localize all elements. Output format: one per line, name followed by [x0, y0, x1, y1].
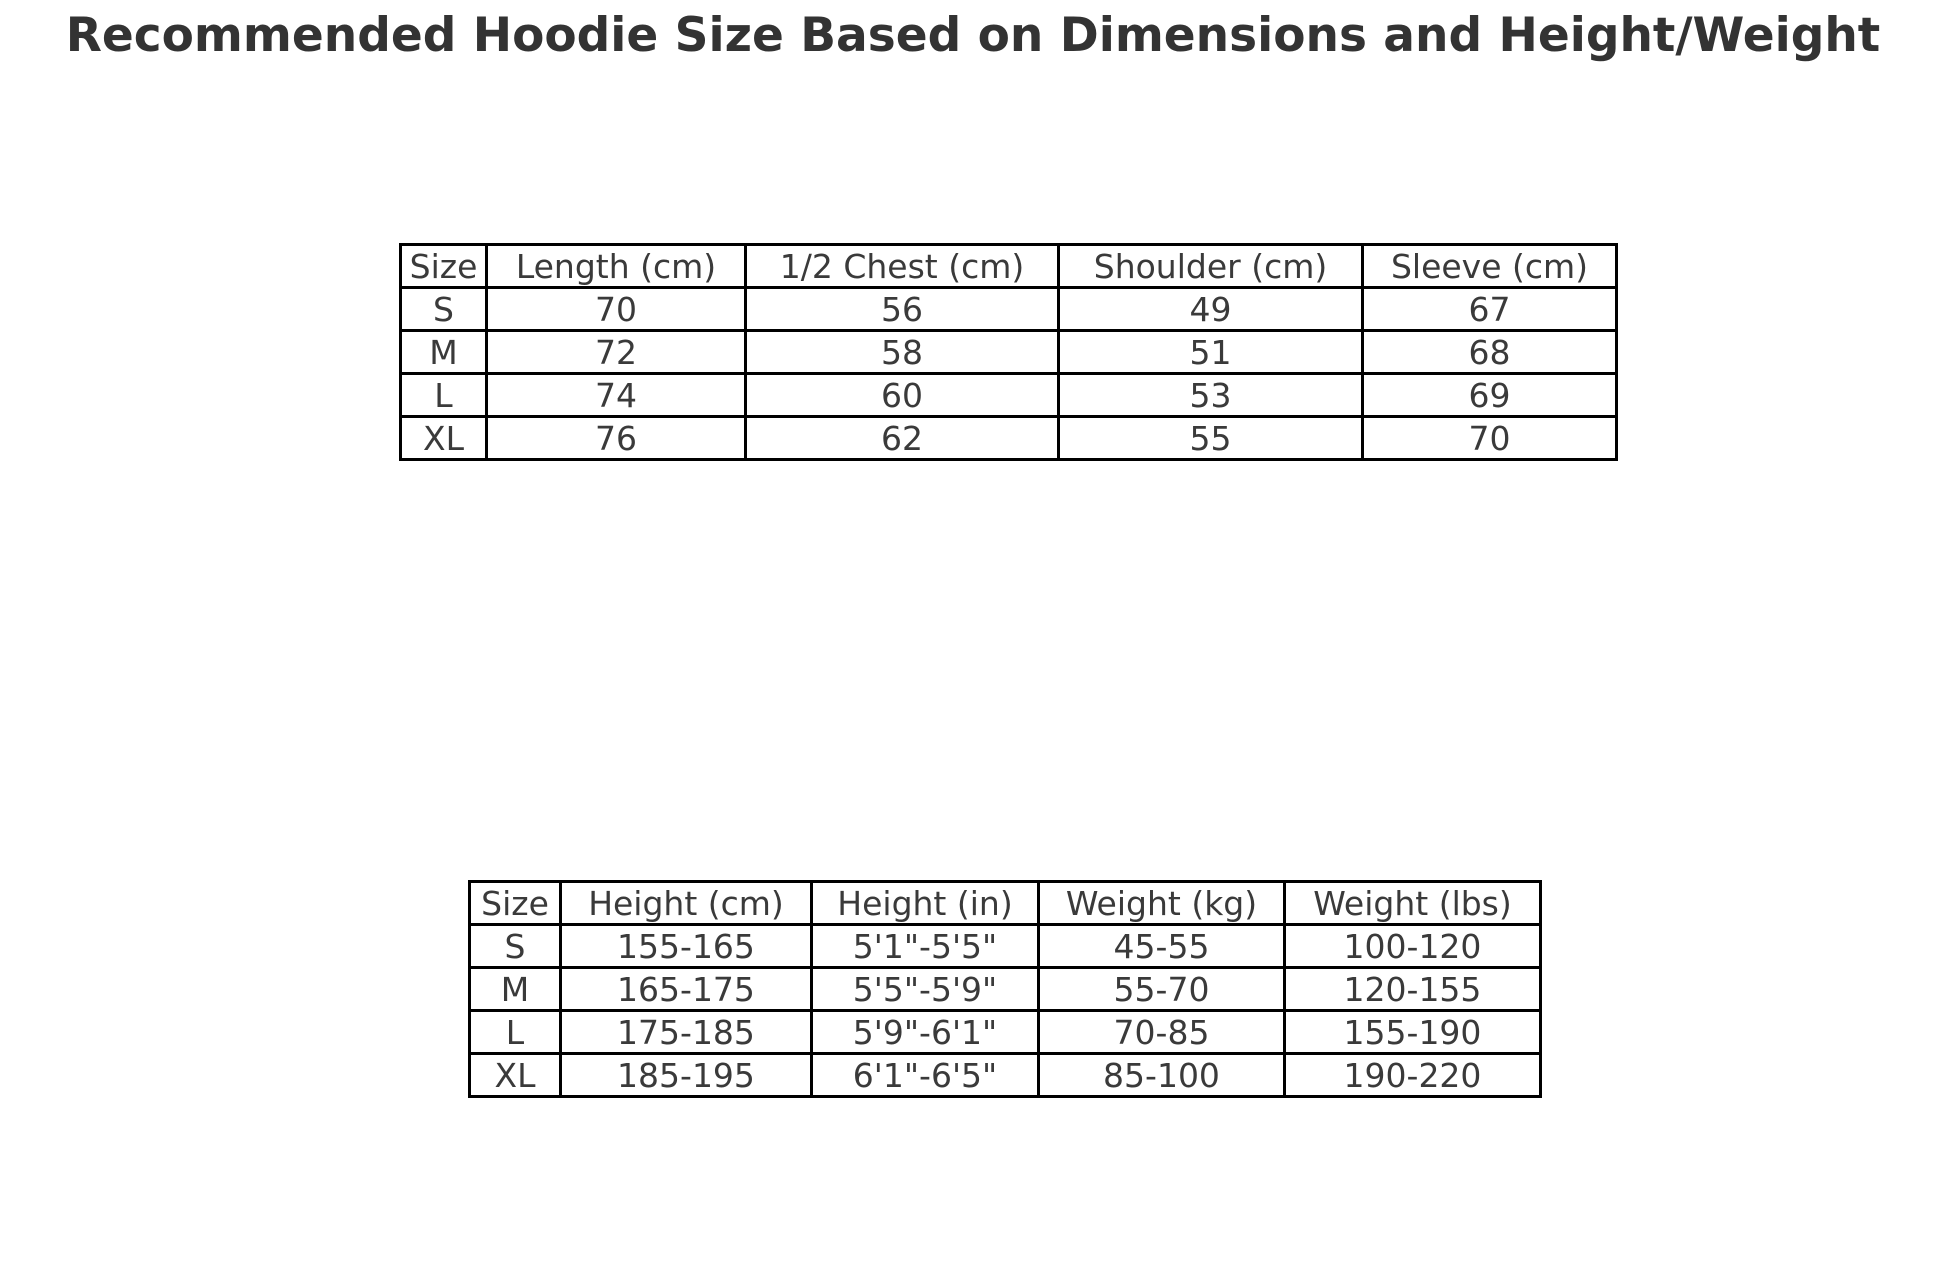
height-weight-row-m	[470, 968, 1541, 1011]
weight-lbs-cell: 100-120	[1285, 925, 1541, 968]
height-cm-cell: 175-185	[561, 1011, 812, 1054]
figure-title: Recommended Hoodie Size Based on Dimensions and Height/Weight	[65, 8, 1881, 63]
height-weight-row-s	[470, 925, 1541, 968]
size-cell: M	[470, 968, 561, 1011]
height-cm-cell: 185-195	[561, 1054, 812, 1097]
weight-kg-cell: 45-55	[1039, 925, 1285, 968]
hw-header-height-in: Height (in)	[812, 882, 1039, 925]
sleeve-cell: 68	[1363, 331, 1617, 374]
height-weight-header-row	[470, 882, 1541, 925]
height-weight-row-xl	[470, 1054, 1541, 1097]
sleeve-cell: 70	[1363, 417, 1617, 460]
chest-cell: 60	[746, 374, 1059, 417]
size-cell: L	[401, 374, 487, 417]
height-in-cell: 5'9"-6'1"	[812, 1011, 1039, 1054]
hw-header-weight-lbs: Weight (lbs)	[1285, 882, 1541, 925]
size-cell: M	[401, 331, 487, 374]
weight-lbs-cell: 190-220	[1285, 1054, 1541, 1097]
hw-header-size: Size	[470, 882, 561, 925]
height-in-cell: 6'1"-6'5"	[812, 1054, 1039, 1097]
shoulder-cell: 53	[1059, 374, 1363, 417]
weight-lbs-cell: 155-190	[1285, 1011, 1541, 1054]
chest-cell: 58	[746, 331, 1059, 374]
height-cm-cell: 155-165	[561, 925, 812, 968]
height-cm-cell: 165-175	[561, 968, 812, 1011]
sleeve-cell: 67	[1363, 288, 1617, 331]
size-cell: XL	[401, 417, 487, 460]
dimensions-header-row	[401, 245, 1617, 288]
length-cell: 76	[487, 417, 746, 460]
dimensions-header-shoulder: Shoulder (cm)	[1059, 245, 1363, 288]
size-cell: XL	[470, 1054, 561, 1097]
dimensions-row-xl	[401, 417, 1617, 460]
weight-kg-cell: 55-70	[1039, 968, 1285, 1011]
height-in-cell: 5'5"-5'9"	[812, 968, 1039, 1011]
dimensions-row-l	[401, 374, 1617, 417]
length-cell: 72	[487, 331, 746, 374]
hw-header-height-cm: Height (cm)	[561, 882, 812, 925]
shoulder-cell: 55	[1059, 417, 1363, 460]
dimensions-row-m	[401, 331, 1617, 374]
hoodie-dimensions-table	[399, 243, 1618, 461]
dimensions-header-sleeve: Sleeve (cm)	[1363, 245, 1617, 288]
shoulder-cell: 51	[1059, 331, 1363, 374]
size-cell: S	[470, 925, 561, 968]
size-cell: S	[401, 288, 487, 331]
dimensions-row-s	[401, 288, 1617, 331]
dimensions-header-chest: 1/2 Chest (cm)	[746, 245, 1059, 288]
sleeve-cell: 69	[1363, 374, 1617, 417]
weight-kg-cell: 70-85	[1039, 1011, 1285, 1054]
height-weight-table	[468, 880, 1542, 1098]
size-cell: L	[470, 1011, 561, 1054]
dimensions-header-size: Size	[401, 245, 487, 288]
length-cell: 70	[487, 288, 746, 331]
chest-cell: 62	[746, 417, 1059, 460]
chest-cell: 56	[746, 288, 1059, 331]
shoulder-cell: 49	[1059, 288, 1363, 331]
weight-kg-cell: 85-100	[1039, 1054, 1285, 1097]
height-weight-row-l	[470, 1011, 1541, 1054]
dimensions-header-length: Length (cm)	[487, 245, 746, 288]
length-cell: 74	[487, 374, 746, 417]
weight-lbs-cell: 120-155	[1285, 968, 1541, 1011]
height-in-cell: 5'1"-5'5"	[812, 925, 1039, 968]
hw-header-weight-kg: Weight (kg)	[1039, 882, 1285, 925]
